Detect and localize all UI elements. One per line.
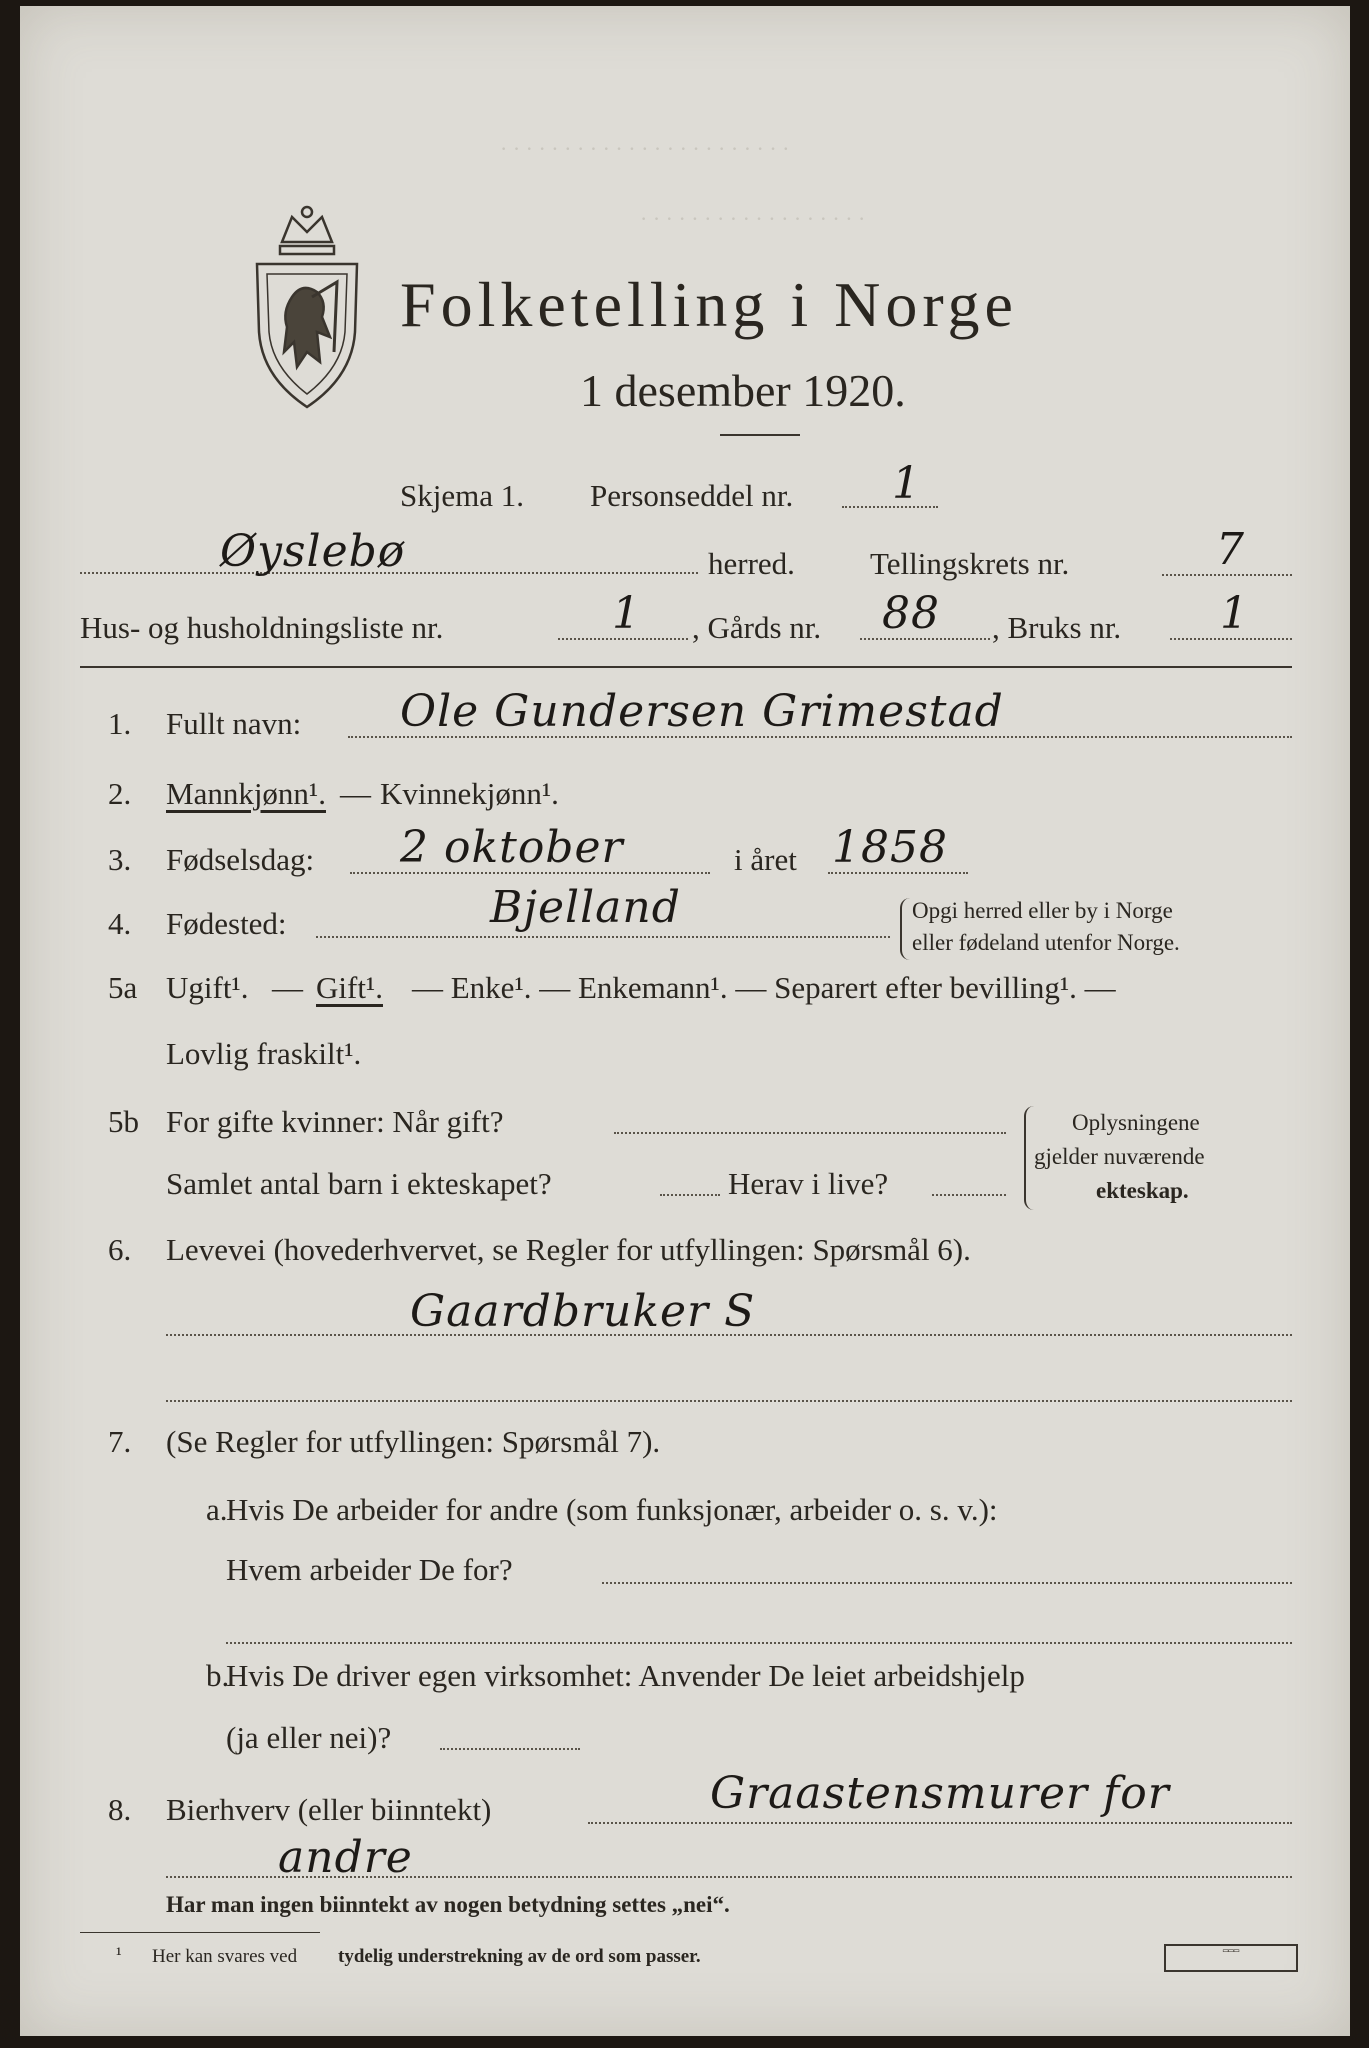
form-title: Folketelling i Norge [400,269,1018,340]
q5b-when-married-line[interactable] [614,1132,1006,1134]
q7a-employer-label: Hvem arbeider De for? [226,1552,513,1587]
q5b-children-line[interactable] [660,1194,720,1196]
side-occupation-value-line2[interactable]: andre [278,1832,413,1883]
q3-number: 3. [108,842,132,877]
q6-label: Levevei (hovederhvervet, se Regler for utfyllingen: Spørsmål 6). [166,1232,971,1267]
q3-label: Fødselsdag: [166,842,315,877]
status-married-option[interactable]: Gift¹. [316,970,383,1005]
status-other-options[interactable]: — Enke¹. — Enkemann¹. — Separert efter bevilling¹. — [412,970,1116,1005]
bleed-through-text: · · · · · · · · · · · · · · · · · · · · · · · [500,136,790,161]
herred-label: herred. [708,546,795,581]
q8-number: 8. [108,1792,132,1827]
birth-year-value[interactable]: 1858 [832,822,948,873]
q7a-employer-line[interactable] [602,1582,1292,1584]
bruks-value[interactable]: 1 [1220,588,1249,639]
q5a-number: 5a [108,970,138,1005]
q4-line [316,936,890,938]
q6-number: 6. [108,1232,132,1267]
census-date: 1 desember 1920. [580,365,906,416]
footnote-text-bold: tydelig understrekning av de ord som passer. [338,1946,701,1967]
q5b-alive-label: Herav i live? [728,1166,889,1201]
bleed-through-text: · · · · · · · · · · · · · · · · · · [640,206,866,231]
footnote-mark: ¹ [116,1944,122,1965]
q7b-yes-no-label: (ja eller nei)? [226,1720,392,1755]
q6-line2 [166,1400,1292,1402]
birthday-value[interactable]: 2 oktober [400,822,624,873]
herred-value[interactable]: Øyslebø [220,526,406,577]
footnote-text: Her kan svares ved [152,1946,298,1967]
occupation-value[interactable]: Gaardbruker S [410,1286,756,1337]
personseddel-value[interactable]: 1 [892,458,921,509]
q7a-label: Hvis De arbeider for andre (som funksjonær, arbeider o. s. v.): [226,1492,998,1527]
q5a-dash: — [272,970,303,1005]
q1-number: 1. [108,706,132,741]
q4-brace [900,898,910,960]
gender-male-option[interactable]: Mannkjønn¹. [166,776,326,811]
norwegian-lion-shield-icon [242,202,372,412]
tellingskrets-label: Tellingskrets nr. [870,546,1070,581]
q5b-when-married-label: For gifte kvinner: Når gift? [166,1104,504,1139]
schema-label: Skjema 1. [400,478,524,513]
status-divorced-option[interactable]: Lovlig fraskilt¹. [166,1036,362,1071]
personseddel-label: Personseddel nr. [590,478,794,513]
q2-separator: — [340,776,371,811]
printer-stamp-icon: ▭▭▭ [1164,1944,1298,1972]
q4-note-line2: eller fødeland utenfor Norge. [912,930,1180,955]
q5b-note-line3: ekteskap. [1096,1178,1189,1203]
hus-label: Hus- og husholdningsliste nr. [80,610,444,645]
bruks-label: , Bruks nr. [992,610,1122,645]
q7a-letter: a. [206,1492,228,1527]
q7b-yes-no-line[interactable] [440,1748,580,1750]
q7b-letter: b. [206,1658,230,1693]
status-unmarried-option[interactable]: Ugift¹. [166,970,249,1005]
full-name-value[interactable]: Ole Gundersen Grimestad [400,686,1004,737]
footnote-divider [80,1932,320,1933]
tellingskrets-value[interactable]: 7 [1216,524,1245,575]
gards-label: , Gårds nr. [692,610,822,645]
q5b-number: 5b [108,1104,139,1139]
q2-number: 2. [108,776,132,811]
birthplace-value[interactable]: Bjelland [490,882,681,933]
q4-label: Fødested: [166,906,287,941]
gender-female-option[interactable]: Kvinnekjønn¹. [380,776,559,811]
q8-label: Bierhverv (eller biinntekt) [166,1792,492,1827]
q5b-alive-line[interactable] [932,1194,1006,1196]
q7a-employer-line2[interactable] [226,1642,1292,1644]
q8-note: Har man ingen biinntekt av nogen betydning settes „nei“. [166,1892,730,1917]
side-occupation-value-line1[interactable]: Graastensmurer for [710,1768,1170,1819]
q5b-note-line2: gjelder nuværende [1034,1144,1205,1169]
header-divider [80,666,1292,668]
q8-line1 [588,1822,1292,1824]
q4-number: 4. [108,906,132,941]
hus-value[interactable]: 1 [612,588,641,639]
gards-value[interactable]: 88 [882,588,940,639]
q5b-children-label: Samlet antal barn i ekteskapet? [166,1166,552,1201]
q5b-note-line1: Oplysningene [1072,1110,1200,1135]
q7b-label: Hvis De driver egen virksomhet: Anvender De leiet arbeidshjelp [226,1658,1025,1693]
census-form-sheet [20,6,1350,2036]
personseddel-line [842,506,938,508]
q4-note-line1: Opgi herred eller by i Norge [912,898,1173,923]
q7-label: (Se Regler for utfyllingen: Spørsmål 7). [166,1424,661,1459]
q1-label: Fullt navn: [166,706,302,741]
title-divider [720,434,800,436]
q7-number: 7. [108,1424,132,1459]
q3-year-label: i året [734,842,797,877]
